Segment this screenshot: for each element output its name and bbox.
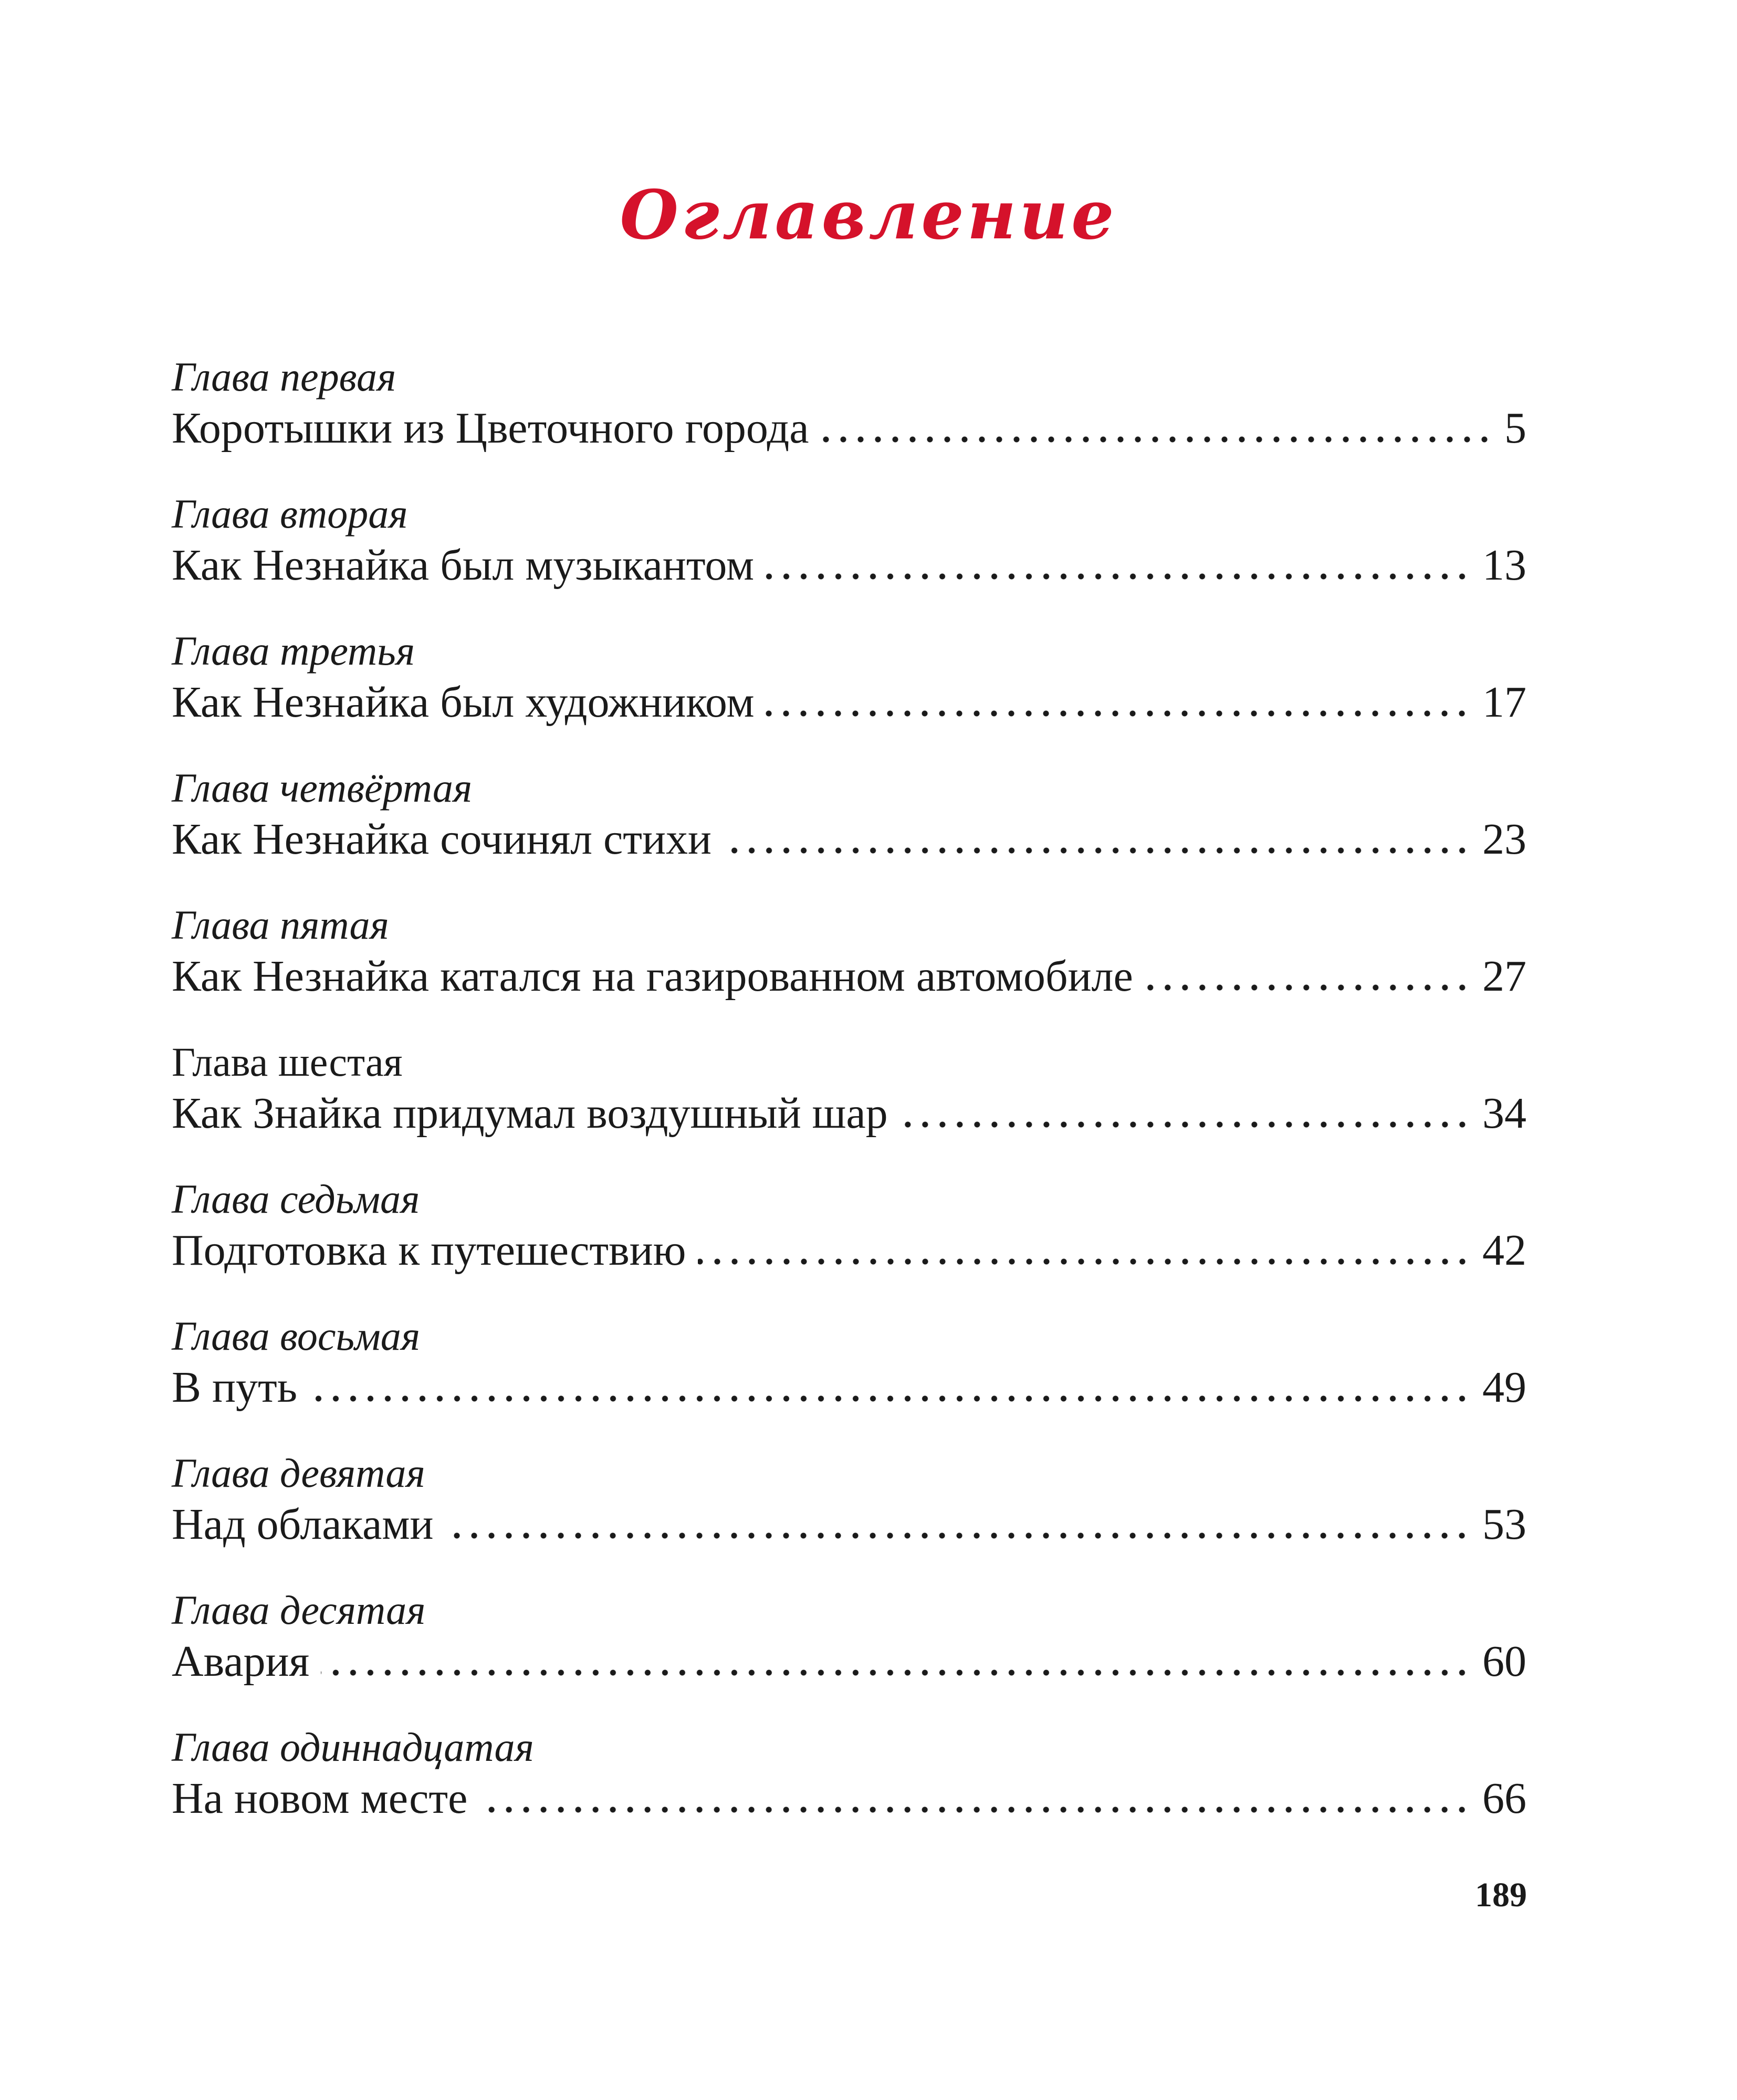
toc-entry (172, 352, 1526, 489)
dot-leader (899, 1121, 1471, 1128)
chapter-title: Над облаками (172, 1500, 434, 1549)
chapter-label: Глава шестая (172, 1039, 403, 1085)
page-number: 27 (1482, 952, 1526, 1001)
toc-entry (172, 626, 1526, 763)
dot-leader (479, 1806, 1471, 1813)
chapter-title: Как Знайка придумал воздушный шар (172, 1089, 888, 1138)
page-number: 49 (1482, 1363, 1526, 1412)
dot-leader (698, 1258, 1471, 1265)
toc-entry (172, 900, 1526, 1037)
chapter-label: Глава восьмая (172, 1313, 420, 1359)
chapter-label: Глава десятая (172, 1587, 426, 1633)
toc-entry (172, 1722, 1526, 1859)
toc-line (172, 1635, 1526, 1688)
toc-line (172, 1772, 1526, 1825)
chapter-title: Коротышки из Цветочного города (172, 404, 809, 453)
dot-leader (321, 1669, 1471, 1676)
chapter-title: Авария (172, 1637, 310, 1686)
dot-leader (445, 1532, 1471, 1539)
dot-leader (821, 436, 1493, 443)
chapter-title: В путь (172, 1363, 297, 1412)
toc-line (172, 1361, 1526, 1414)
chapter-label: Глава вторая (172, 491, 408, 537)
chapter-label: Глава третья (172, 628, 415, 674)
page-number: 5 (1504, 404, 1526, 453)
toc-line (172, 813, 1526, 866)
table-of-contents (172, 352, 1526, 1859)
toc-line (172, 402, 1526, 455)
chapter-label: Глава седьмая (172, 1176, 420, 1222)
chapter-title: Как Незнайка катался на газированном автомобиле (172, 952, 1133, 1001)
toc-line (172, 1224, 1526, 1277)
folio-page-number: 189 (1475, 1876, 1527, 1914)
page-number: 23 (1482, 815, 1526, 864)
toc-entry (172, 763, 1526, 900)
toc-entry (172, 1448, 1526, 1585)
chapter-title: Как Незнайка был художником (172, 678, 755, 727)
page-number: 34 (1482, 1089, 1526, 1138)
chapter-label: Глава девятая (172, 1450, 425, 1496)
page-number: 17 (1482, 678, 1526, 727)
chapter-title: Как Незнайка сочинял стихи (172, 815, 711, 864)
toc-entry (172, 1037, 1526, 1174)
page-number: 42 (1482, 1226, 1526, 1275)
toc-line (172, 1498, 1526, 1551)
dot-leader (766, 573, 1471, 580)
toc-entry (172, 1585, 1526, 1722)
page-number: 60 (1482, 1637, 1526, 1686)
chapter-title: Как Незнайка был музыкантом (172, 541, 754, 590)
toc-line (172, 539, 1526, 592)
toc-entry (172, 1174, 1526, 1311)
toc-line (172, 950, 1526, 1003)
dot-leader (1145, 984, 1471, 991)
chapter-label: Глава четвёртая (172, 765, 473, 811)
chapter-label: Глава первая (172, 354, 396, 400)
dot-leader (723, 847, 1471, 854)
toc-entry (172, 1311, 1526, 1448)
page-number: 66 (1482, 1774, 1526, 1823)
chapter-title: Подготовка к путешествию (172, 1226, 686, 1275)
dot-leader (766, 710, 1471, 717)
chapter-label: Глава пятая (172, 902, 389, 948)
page-number: 53 (1482, 1500, 1526, 1549)
toc-line (172, 1087, 1526, 1140)
toc-entry (172, 489, 1526, 626)
chapter-label: Глава одиннадцатая (172, 1724, 534, 1770)
dot-leader (309, 1395, 1471, 1402)
toc-line (172, 676, 1526, 729)
page-number: 13 (1482, 541, 1526, 590)
chapter-title: На новом месте (172, 1774, 468, 1823)
page-title: Оглавление (620, 176, 1117, 255)
